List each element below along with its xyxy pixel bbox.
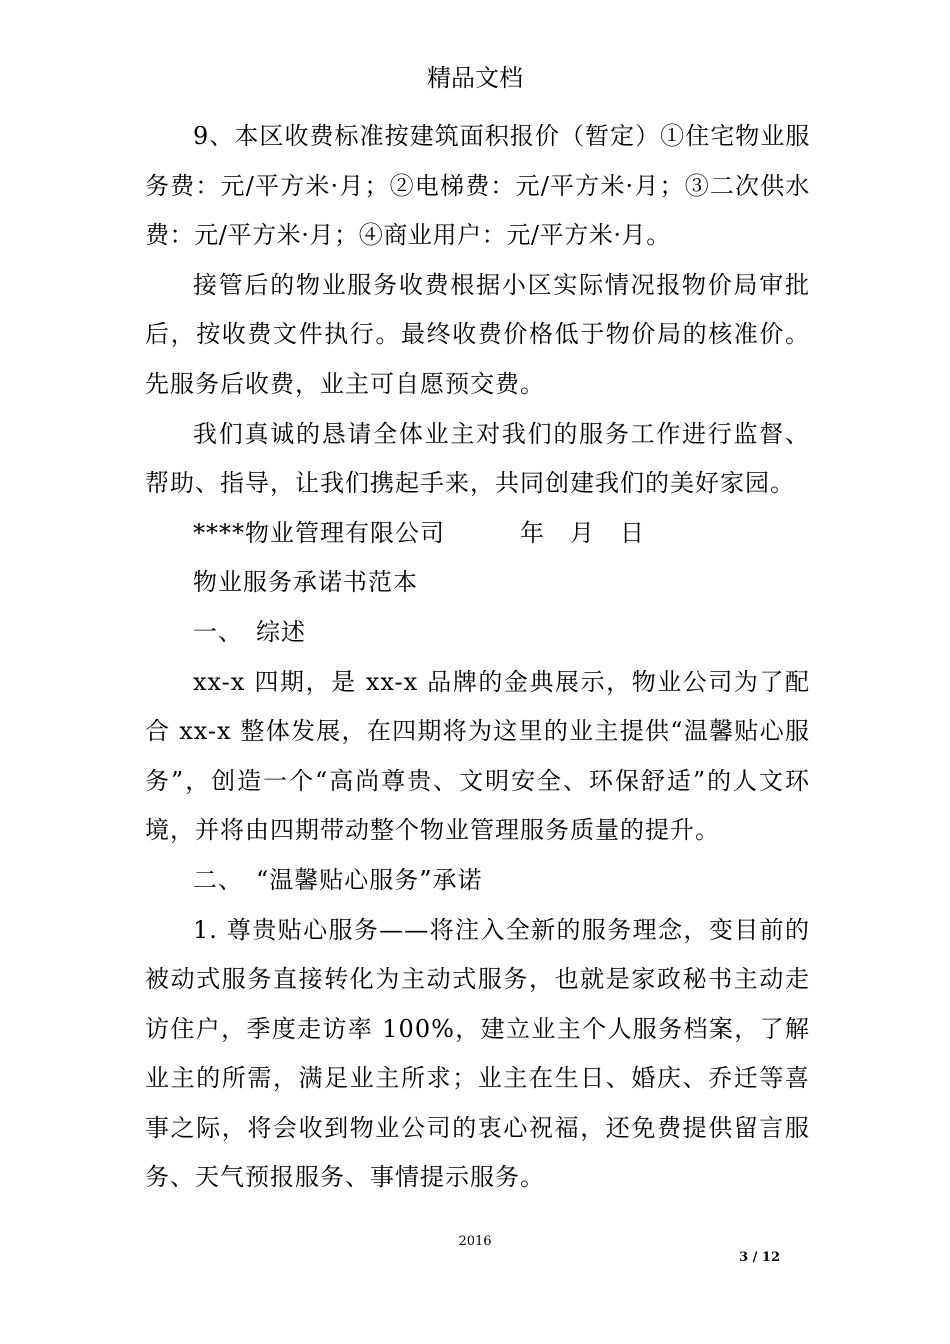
heading-warm-service-pledge: 二、 “温馨贴心服务”承诺 [193, 865, 483, 894]
heading-overview: 一、 综述 [193, 617, 306, 646]
paragraph-owner-appeal: 我们真诚的恳请全体业主对我们的服务工作进行监督、帮助、指导，让我们携起手来，共同创建我们的美好家园。 [145, 419, 810, 498]
page-header-title: 精品文档 [427, 64, 523, 92]
paragraph-fee-standards: 9、本区收费标准按建筑面积报价（暂定）①住宅物业服务费：元/平方米·月；②电梯费：元/平方米·月；③二次供水费：元/平方米·月；④商业用户：元/平方米·月。 [145, 122, 810, 250]
section-title-pledge-template: 物业服务承诺书范本 [193, 568, 418, 597]
paragraph-overview: xx-x 四期，是 xx-x 品牌的金典展示，物业公司为了配合 xx-x 整体发展，在四期将为这里的业主提供“温馨贴心服务”，创造一个“高尚尊贵、文明安全、环保舒适”的人文环境，并将由四期带动整个物业管理服务质量的提升。 [145, 667, 810, 845]
footer-year: 2016 [458, 1234, 492, 1249]
document-body [145, 112, 810, 1203]
paragraph-fee-approval: 接管后的物业服务收费根据小区实际情况报物价局审批后，按收费文件执行。最终收费价格低于物价局的核准价。先服务后收费，业主可自愿预交费。 [145, 270, 810, 398]
paragraph-premium-service: 1. 尊贵贴心服务——将注入全新的服务理念，变目前的被动式服务直接转化为主动式服务，也就是家政秘书主动走访住户，季度走访率 100%，建立业主个人服务档案，了解业主的所需，满足业主所求；业主在生日、婚庆、乔迁等喜事之际，将会收到物业公司的衷心祝福，还免费提供留言服务、天气预报服务、事情提示服务。 [145, 915, 810, 1192]
signature-line: ****物业管理有限公司 年 月 日 [193, 518, 645, 547]
page-number: 3 / 12 [739, 1250, 780, 1265]
